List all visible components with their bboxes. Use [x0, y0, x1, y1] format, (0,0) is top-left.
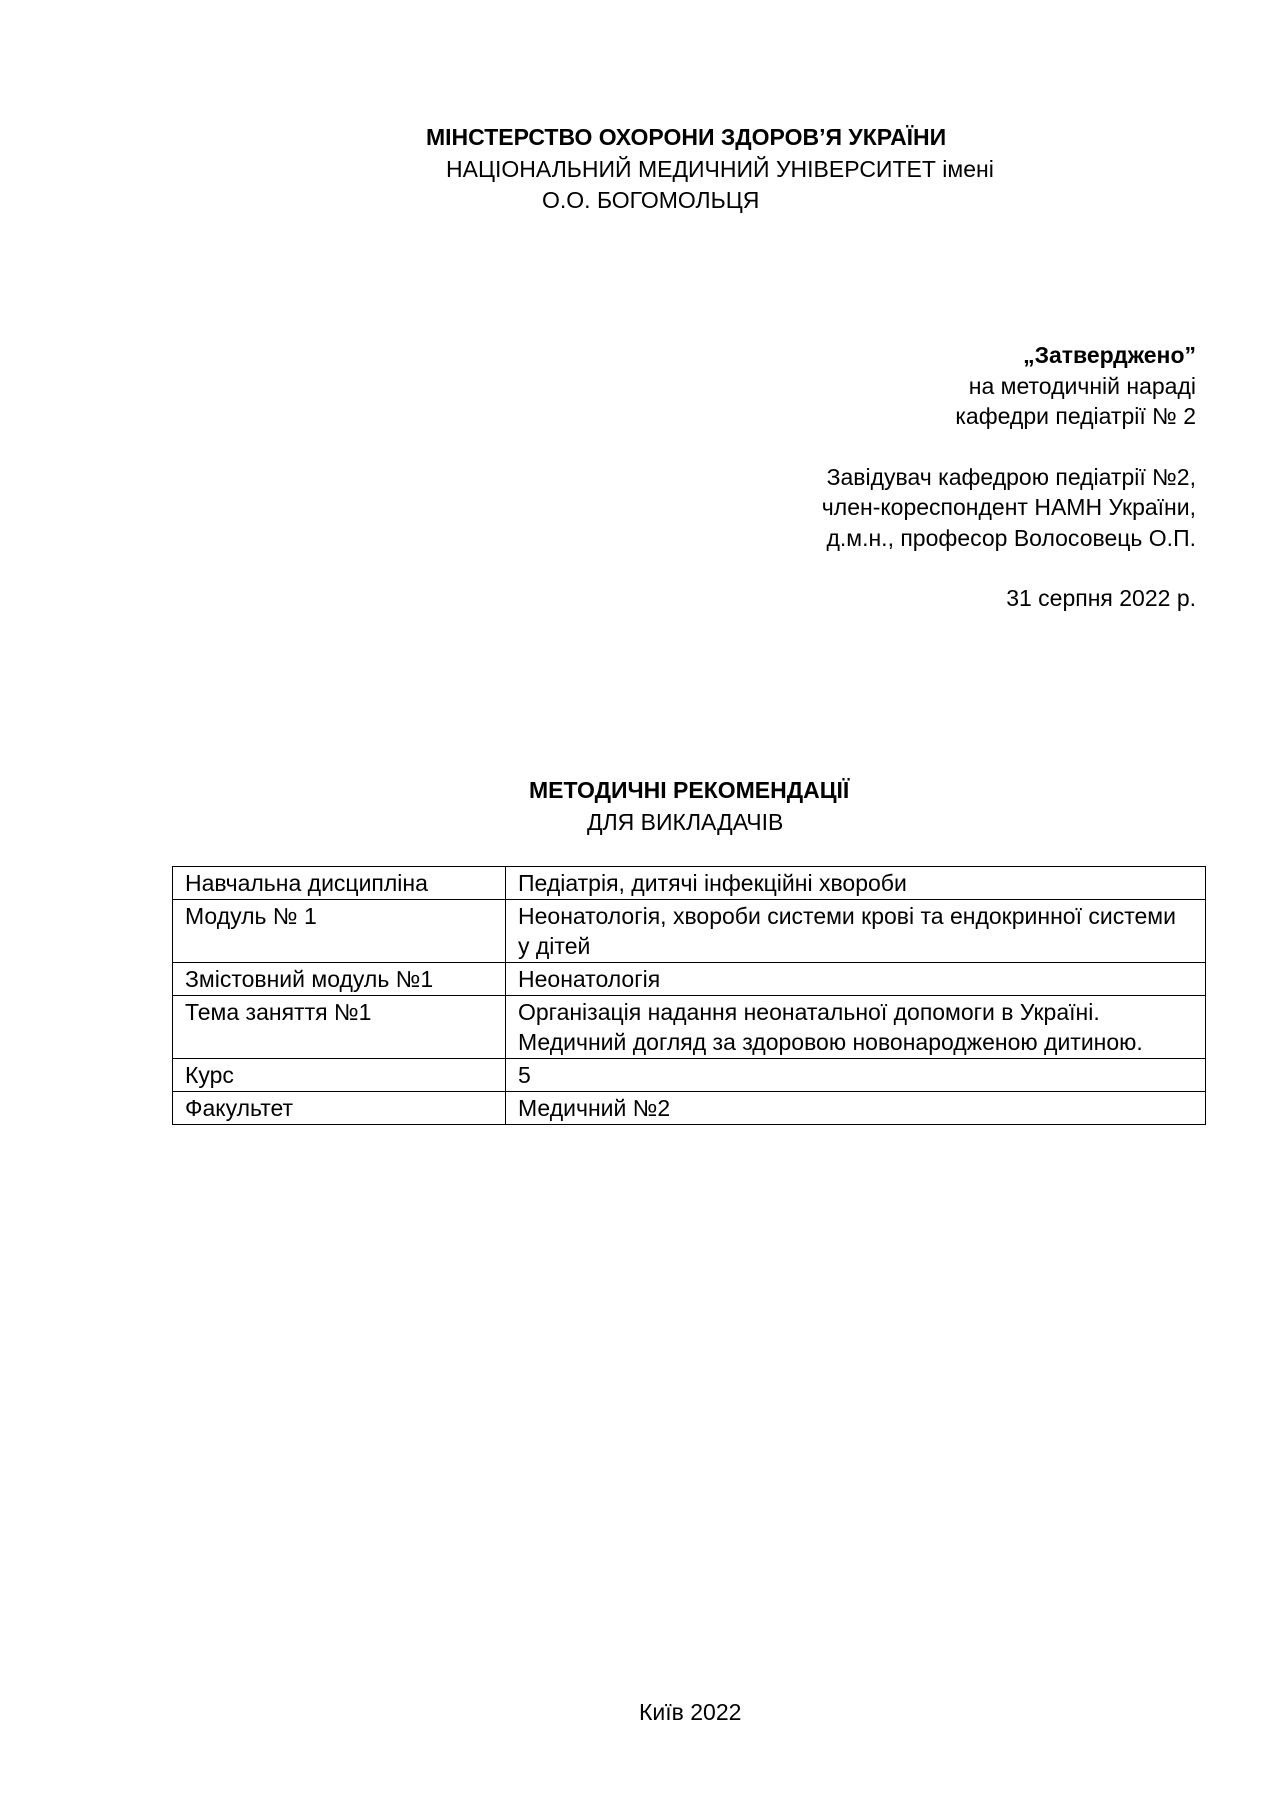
row-label: Модуль № 1	[173, 900, 506, 963]
document-subtitle: ДЛЯ ВИКЛАДАЧІВ	[587, 809, 784, 835]
head-position: Завідувач кафедрою педіатрії №2,	[826, 463, 1196, 490]
table-row	[173, 996, 1206, 1059]
spacer	[822, 553, 1196, 583]
approval-title: „Затверджено”	[1023, 342, 1196, 368]
approval-meeting: на методичній нараді	[968, 372, 1196, 399]
table-row	[173, 900, 1206, 963]
table-row	[173, 1059, 1206, 1092]
row-label: Навчальна дисципліна	[173, 867, 506, 900]
row-value: Неонатологія	[506, 963, 1206, 996]
footer-city-year: Київ 2022	[639, 1699, 742, 1725]
spacer	[822, 432, 1196, 462]
row-value: Організація надання неонатальної допомоги в Україні. Медичний догляд за здоровою новонародженою дитиною.	[506, 996, 1206, 1059]
table-row	[173, 867, 1206, 900]
university-name-line1: НАЦІОНАЛЬНИЙ МЕДИЧНИЙ УНІВЕРСИТЕТ імені	[446, 156, 994, 182]
ministry-title: МІНСТЕРСТВО ОХОРОНИ ЗДОРОВ’Я УКРАЇНИ	[426, 124, 947, 150]
approval-date: 31 серпня 2022 р.	[1006, 585, 1196, 611]
table-row	[173, 1092, 1206, 1125]
document-title: МЕТОДИЧНІ РЕКОМЕНДАЦІЇ	[529, 777, 850, 803]
row-value: Медичний №2	[506, 1092, 1206, 1125]
table-row	[173, 963, 1206, 996]
row-label: Змістовний модуль №1	[173, 963, 506, 996]
approval-department: кафедри педіатрії № 2	[955, 403, 1196, 429]
approval-block	[822, 340, 1196, 614]
row-value: Педіатрія, дитячі інфекційні хвороби	[506, 867, 1206, 900]
row-label: Факультет	[173, 1092, 506, 1125]
info-table	[172, 866, 1206, 1125]
university-name-line2: О.О. БОГОМОЛЬЦЯ	[542, 187, 760, 213]
row-value: Неонатологія, хвороби системи крові та ендокринної системи у дітей	[506, 900, 1206, 963]
row-label: Курс	[173, 1059, 506, 1092]
row-label: Тема заняття №1	[173, 996, 506, 1059]
head-academic-title: член-кореспондент НАМН України,	[821, 494, 1196, 520]
row-value: 5	[506, 1059, 1206, 1092]
head-name: д.м.н., професор Волосовець О.П.	[826, 524, 1196, 551]
